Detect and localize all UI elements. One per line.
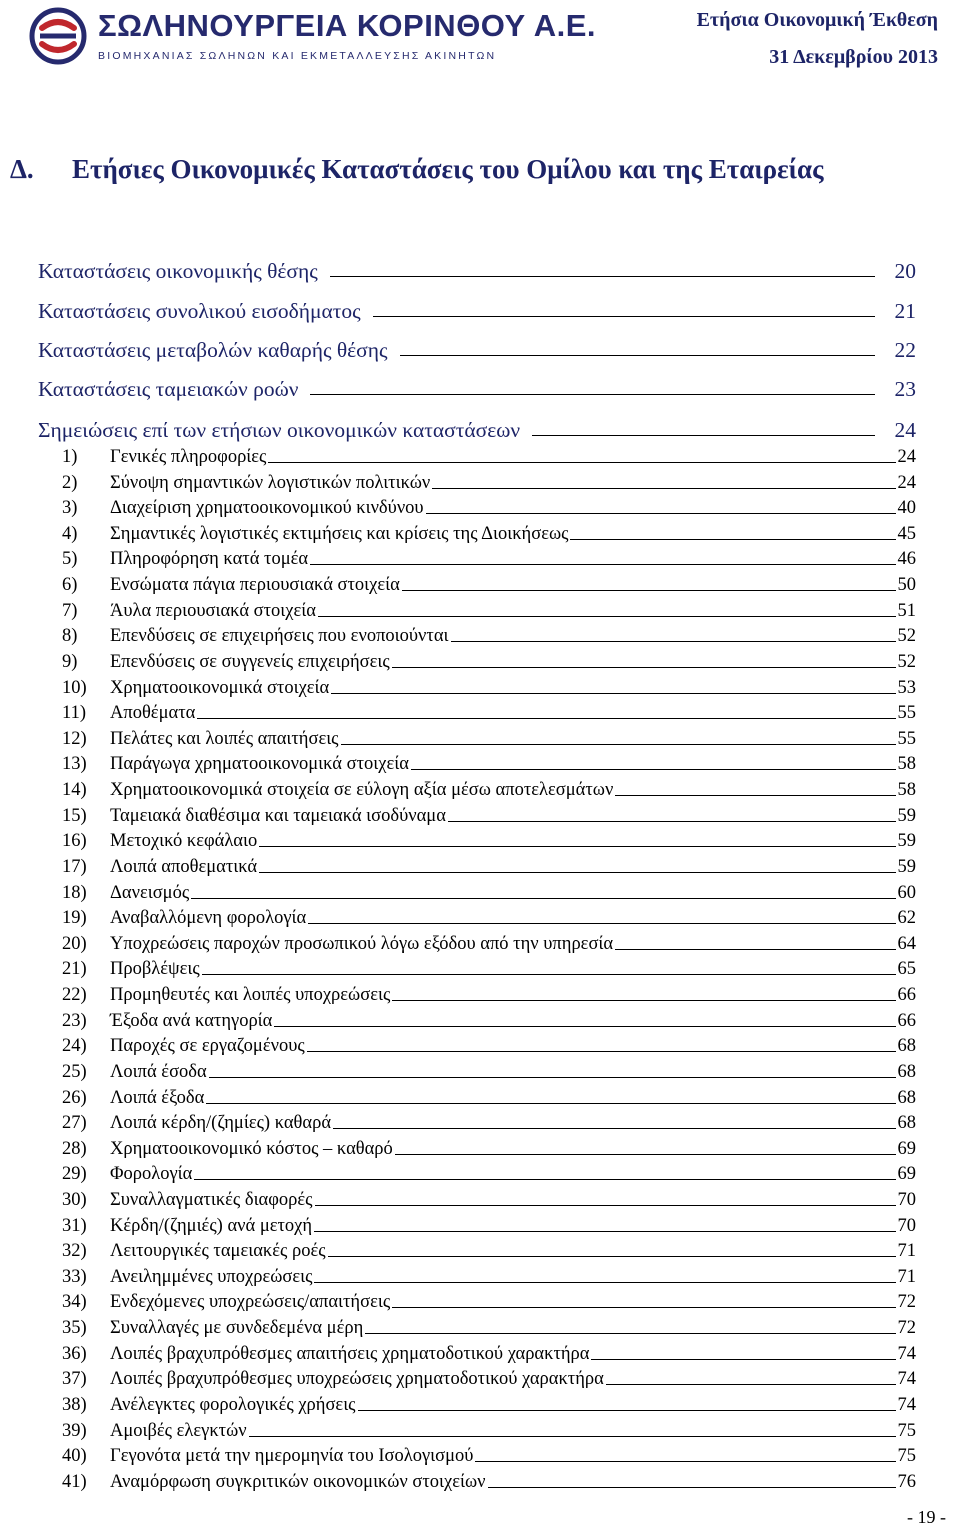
toc-note-number: 3) bbox=[62, 498, 78, 519]
toc-main-entry[interactable] bbox=[38, 248, 916, 284]
toc-note-label: Επενδύσεις σε συγγενείς επιχειρήσεις bbox=[110, 651, 390, 672]
leader-line bbox=[475, 1461, 895, 1462]
leader-line bbox=[331, 693, 895, 694]
toc-note-page: 59 bbox=[897, 831, 916, 852]
toc-note-number: 9) bbox=[62, 651, 78, 672]
toc-note-label: Ανέλεγκτες φορολογικές χρήσεις bbox=[110, 1394, 356, 1415]
toc-note-number: 30) bbox=[62, 1189, 87, 1210]
leader-line bbox=[274, 1026, 895, 1027]
toc-note-label: Έξοδα ανά κατηγορία bbox=[110, 1010, 273, 1031]
toc-note-label: Άυλα περιουσιακά στοιχεία bbox=[110, 600, 316, 621]
toc-note-entry[interactable] bbox=[38, 1007, 916, 1032]
toc-note-label: Χρηματοοικονομικά στοιχεία bbox=[110, 677, 330, 698]
toc-note-label: Λοιπά έσοδα bbox=[110, 1061, 207, 1082]
toc-note-entry[interactable] bbox=[38, 776, 916, 801]
toc-main-entry[interactable] bbox=[38, 288, 916, 324]
toc-entry-label: Καταστάσεις ταμειακών ροών bbox=[38, 377, 299, 401]
toc-note-number: 22) bbox=[62, 985, 87, 1006]
toc-entry-page: 20 bbox=[894, 259, 916, 283]
toc-note-page: 76 bbox=[897, 1471, 916, 1492]
toc-note-number: 16) bbox=[62, 831, 87, 852]
toc-note-number: 7) bbox=[62, 600, 78, 621]
toc-entry-label: Καταστάσεις συνολικού εισοδήματος bbox=[38, 299, 361, 323]
toc-note-label: Αποθέματα bbox=[110, 703, 196, 724]
toc-note-entry[interactable] bbox=[38, 750, 916, 775]
leader-line bbox=[333, 1128, 895, 1129]
leader-line bbox=[259, 846, 895, 847]
toc-note-entry[interactable] bbox=[38, 520, 916, 545]
leader-line bbox=[488, 1487, 896, 1488]
toc-note-label: Πληροφόρηση κατά τομέα bbox=[110, 549, 309, 570]
toc-note-entry[interactable] bbox=[38, 955, 916, 980]
toc-note-label: Υποχρεώσεις παροχών προσωπικού λόγω εξόδου από την υπηρεσία bbox=[110, 933, 614, 954]
leader-line bbox=[310, 564, 895, 565]
leader-line bbox=[392, 667, 896, 668]
toc-note-label: Σημαντικές λογιστικές εκτιμήσεις και κρίσεις της Διοικήσεως bbox=[110, 523, 569, 544]
toc-note-label: Συναλλαγματικές διαφορές bbox=[110, 1189, 313, 1210]
toc-note-number: 29) bbox=[62, 1164, 87, 1185]
leader-line bbox=[191, 898, 895, 899]
toc-main-entry[interactable] bbox=[38, 407, 916, 443]
leader-line bbox=[307, 1051, 896, 1052]
toc-note-page: 75 bbox=[897, 1446, 916, 1467]
section-title bbox=[10, 154, 823, 185]
leader-line bbox=[432, 488, 895, 489]
toc-note-label: Διαχείριση χρηματοοικονομικού κινδύνου bbox=[110, 498, 424, 519]
toc-note-label: Λοιπά αποθεματικά bbox=[110, 856, 258, 877]
toc-note-number: 34) bbox=[62, 1292, 87, 1313]
toc-note-number: 19) bbox=[62, 908, 87, 929]
leader-line bbox=[197, 718, 895, 719]
toc-entry-label: Καταστάσεις οικονομικής θέσης bbox=[38, 259, 318, 283]
toc-note-entry[interactable] bbox=[38, 1160, 916, 1185]
section-letter: Δ. bbox=[10, 154, 34, 184]
toc-note-number: 37) bbox=[62, 1369, 87, 1390]
toc-note-page: 65 bbox=[897, 959, 916, 980]
leader-line bbox=[615, 949, 895, 950]
toc-note-label: Χρηματοοικονομικά στοιχεία σε εύλογη αξία μέσω αποτελεσμάτων bbox=[110, 780, 614, 801]
toc-note-number: 20) bbox=[62, 933, 87, 954]
leader-line bbox=[365, 1333, 895, 1334]
leader-line bbox=[318, 616, 896, 617]
toc-note-number: 26) bbox=[62, 1087, 87, 1108]
toc-note-number: 28) bbox=[62, 1138, 87, 1159]
toc-note-number: 18) bbox=[62, 882, 87, 903]
toc-note-page: 70 bbox=[897, 1189, 916, 1210]
toc-note-page: 68 bbox=[897, 1087, 916, 1108]
toc-note-number: 5) bbox=[62, 549, 78, 570]
toc-note-number: 6) bbox=[62, 575, 78, 596]
toc-note-number: 2) bbox=[62, 472, 78, 493]
toc-note-number: 27) bbox=[62, 1113, 87, 1134]
toc-note-entry[interactable] bbox=[38, 1084, 916, 1109]
toc-note-number: 35) bbox=[62, 1318, 87, 1339]
leader-line bbox=[330, 276, 875, 277]
toc-note-page: 52 bbox=[897, 651, 916, 672]
toc-note-number: 1) bbox=[62, 447, 78, 467]
toc-entry-page: 24 bbox=[894, 418, 916, 442]
logo-mark-icon bbox=[28, 6, 88, 66]
toc-entry-page: 21 bbox=[894, 299, 916, 323]
toc-note-label: Σύνοψη σημαντικών λογιστικών πολιτικών bbox=[110, 472, 431, 493]
leader-line bbox=[341, 744, 896, 745]
toc-note-entry[interactable] bbox=[38, 904, 916, 929]
leader-line bbox=[308, 923, 895, 924]
toc-note-label: Λοιπές βραχυπρόθεσμες απαιτήσεις χρηματοδοτικού χαρακτήρα bbox=[110, 1343, 590, 1364]
leader-line bbox=[314, 1231, 895, 1232]
toc-note-page: 58 bbox=[897, 780, 916, 801]
toc-note-entry[interactable] bbox=[38, 443, 916, 468]
leader-line bbox=[194, 1179, 895, 1180]
toc-note-page: 69 bbox=[897, 1138, 916, 1159]
toc-note-label: Επενδύσεις σε επιχειρήσεις που ενοποιούνται bbox=[110, 626, 449, 647]
toc-note-entry[interactable] bbox=[38, 1237, 916, 1262]
toc-note-page: 66 bbox=[897, 1010, 916, 1031]
leader-line bbox=[259, 872, 895, 873]
toc-entry-label: Σημειώσεις επί των ετήσιων οικονομικών καταστάσεων bbox=[38, 418, 521, 442]
toc-entry-page: 23 bbox=[894, 377, 916, 401]
toc-note-page: 50 bbox=[897, 575, 916, 596]
toc-note-label: Δανεισμός bbox=[110, 882, 190, 903]
toc-note-label: Λοιπά έξοδα bbox=[110, 1087, 205, 1108]
toc-note-number: 15) bbox=[62, 805, 87, 826]
company-logo bbox=[28, 4, 596, 68]
toc-note-page: 62 bbox=[897, 908, 916, 929]
leader-line bbox=[268, 462, 895, 463]
toc-note-page: 52 bbox=[897, 626, 916, 647]
toc-note-page: 68 bbox=[897, 1036, 916, 1057]
company-name: ΣΩΛΗΝΟΥΡΓΕΙΑ ΚΟΡΙΝΘΟΥ Α.Ε. bbox=[98, 8, 596, 43]
leader-line bbox=[209, 1077, 896, 1078]
toc-note-page: 53 bbox=[897, 677, 916, 698]
toc-note-label: Ενσώματα πάγια περιουσιακά στοιχεία bbox=[110, 575, 400, 596]
leader-line bbox=[426, 513, 896, 514]
toc-note-page: 55 bbox=[897, 728, 916, 749]
toc-entry-page: 22 bbox=[894, 338, 916, 362]
leader-line bbox=[392, 1307, 895, 1308]
page-number: - 19 - bbox=[907, 1507, 946, 1527]
toc-note-number: 21) bbox=[62, 959, 87, 980]
report-date: 31 Δεκεμβρίου 2013 bbox=[769, 46, 938, 68]
toc-note-number: 14) bbox=[62, 780, 87, 801]
toc-note-label: Αμοιβές ελεγκτών bbox=[110, 1420, 247, 1441]
toc-note-number: 24) bbox=[62, 1036, 87, 1057]
toc-note-entry[interactable] bbox=[38, 494, 916, 519]
toc-note-entry[interactable] bbox=[38, 597, 916, 622]
toc-note-entry[interactable] bbox=[38, 879, 916, 904]
toc-note-label: Συναλλαγές με συνδεδεμένα μέρη bbox=[110, 1318, 364, 1339]
leader-line bbox=[448, 821, 896, 822]
toc-note-entry[interactable] bbox=[38, 1186, 916, 1211]
toc-note-page: 64 bbox=[897, 933, 916, 954]
toc-note-page: 51 bbox=[897, 600, 916, 621]
leader-line bbox=[591, 1359, 895, 1360]
toc-note-label: Μετοχικό κεφάλαιο bbox=[110, 831, 258, 852]
toc-note-label: Ενδεχόμενες υποχρεώσεις/απαιτήσεις bbox=[110, 1292, 391, 1313]
toc-note-entry[interactable] bbox=[38, 674, 916, 699]
toc-note-entry[interactable] bbox=[38, 1468, 916, 1493]
toc-note-entry[interactable] bbox=[38, 545, 916, 570]
toc-note-entry[interactable] bbox=[38, 1391, 916, 1416]
toc-note-page: 55 bbox=[897, 703, 916, 724]
toc-note-number: 11) bbox=[62, 703, 86, 724]
toc-note-label: Παροχές σε εργαζομένους bbox=[110, 1036, 305, 1057]
toc-note-label: Ανειλημμένες υποχρεώσεις bbox=[110, 1266, 313, 1287]
toc-note-entry[interactable] bbox=[38, 802, 916, 827]
toc-note-page: 66 bbox=[897, 985, 916, 1006]
toc-note-entry[interactable] bbox=[38, 1417, 916, 1442]
toc-entry-label: Καταστάσεις μεταβολών καθαρής θέσης bbox=[38, 338, 388, 362]
toc-note-entry[interactable] bbox=[38, 1340, 916, 1365]
toc-note-label: Φορολογία bbox=[110, 1164, 193, 1185]
leader-line bbox=[570, 539, 895, 540]
toc-note-page: 40 bbox=[897, 498, 916, 519]
toc-note-page: 69 bbox=[897, 1164, 916, 1185]
toc-note-number: 38) bbox=[62, 1394, 87, 1415]
toc-note-page: 68 bbox=[897, 1061, 916, 1082]
report-title: Ετήσια Οικονομική Έκθεση bbox=[696, 9, 938, 31]
toc-note-entry[interactable] bbox=[38, 571, 916, 596]
toc-note-entry[interactable] bbox=[38, 853, 916, 878]
leader-line bbox=[314, 1282, 895, 1283]
toc-note-number: 17) bbox=[62, 856, 87, 877]
toc-note-label: Αναβαλλόμενη φορολογία bbox=[110, 908, 307, 929]
toc-note-entry[interactable] bbox=[38, 699, 916, 724]
leader-line bbox=[358, 1410, 896, 1411]
toc-note-entry[interactable] bbox=[38, 981, 916, 1006]
toc-note-label: Πελάτες και λοιπές απαιτήσεις bbox=[110, 728, 339, 749]
leader-line bbox=[249, 1436, 896, 1437]
toc-note-entry[interactable] bbox=[38, 725, 916, 750]
toc-note-label: Λειτουργικές ταμειακές ροές bbox=[110, 1241, 326, 1262]
toc-note-entry[interactable] bbox=[38, 1032, 916, 1057]
toc-note-number: 31) bbox=[62, 1215, 87, 1236]
toc-note-number: 10) bbox=[62, 677, 87, 698]
toc-note-entry[interactable] bbox=[38, 1058, 916, 1083]
toc-note-page: 70 bbox=[897, 1215, 916, 1236]
leader-line bbox=[451, 641, 896, 642]
toc-note-label: Γενικές πληροφορίες bbox=[110, 447, 267, 467]
leader-line bbox=[328, 1256, 896, 1257]
toc-note-page: 74 bbox=[897, 1394, 916, 1415]
toc-main-entry[interactable] bbox=[38, 327, 916, 363]
toc-note-page: 74 bbox=[897, 1343, 916, 1364]
toc-note-entry[interactable] bbox=[38, 1135, 916, 1160]
toc-note-entry[interactable] bbox=[38, 469, 916, 494]
toc-note-entry[interactable] bbox=[38, 622, 916, 647]
toc-note-number: 23) bbox=[62, 1010, 87, 1031]
toc-note-entry[interactable] bbox=[38, 1314, 916, 1339]
toc-note-label: Αναμόρφωση συγκριτικών οικονομικών στοιχείων bbox=[110, 1471, 486, 1492]
leader-line bbox=[615, 795, 895, 796]
toc-note-label: Παράγωγα χρηματοοικονομικά στοιχεία bbox=[110, 754, 409, 775]
toc-note-entry[interactable] bbox=[38, 1212, 916, 1237]
toc-note-label: Προβλέψεις bbox=[110, 959, 200, 980]
toc-note-page: 60 bbox=[897, 882, 916, 903]
toc-note-page: 59 bbox=[897, 856, 916, 877]
leader-line bbox=[606, 1384, 896, 1385]
company-subtitle: ΒΙΟΜΗΧΑΝΙΑΣ ΣΩΛΗΝΩΝ ΚΑΙ ΕΚΜΕΤΑΛΛΕΥΣΗΣ ΑΚΙΝΗΤΩΝ bbox=[98, 50, 497, 62]
toc-note-page: 58 bbox=[897, 754, 916, 775]
toc-note-number: 4) bbox=[62, 523, 78, 544]
toc-note-page: 72 bbox=[897, 1292, 916, 1313]
toc-note-entry[interactable] bbox=[38, 1109, 916, 1134]
leader-line bbox=[315, 1205, 896, 1206]
toc-note-number: 33) bbox=[62, 1266, 87, 1287]
toc-note-page: 71 bbox=[897, 1241, 916, 1262]
toc-note-page: 24 bbox=[897, 472, 916, 493]
leader-line bbox=[395, 1154, 896, 1155]
leader-line bbox=[310, 394, 874, 395]
toc-note-label: Λοιπά κέρδη/(ζημίες) καθαρά bbox=[110, 1113, 332, 1134]
toc-note-label: Κέρδη/(ζημιές) ανά μετοχή bbox=[110, 1215, 313, 1236]
leader-line bbox=[206, 1103, 895, 1104]
toc-note-number: 41) bbox=[62, 1471, 87, 1492]
toc-note-entry[interactable] bbox=[38, 1365, 916, 1390]
leader-line bbox=[411, 769, 896, 770]
toc-note-page: 71 bbox=[897, 1266, 916, 1287]
toc-note-entry[interactable] bbox=[38, 1263, 916, 1288]
toc-note-label: Χρηματοοικονομικό κόστος – καθαρό bbox=[110, 1138, 393, 1159]
toc-note-label: Γεγονότα μετά την ημερομηνία του Ισολογισμού bbox=[110, 1446, 474, 1467]
toc-note-label: Ταμειακά διαθέσιμα και ταμειακά ισοδύναμα bbox=[110, 805, 446, 826]
toc-note-entry[interactable] bbox=[38, 827, 916, 852]
toc-note-label: Λοιπές βραχυπρόθεσμες υποχρεώσεις χρηματοδοτικού χαρακτήρα bbox=[110, 1369, 604, 1390]
leader-line bbox=[373, 316, 875, 317]
toc-note-number: 13) bbox=[62, 754, 87, 775]
toc-note-page: 24 bbox=[897, 447, 916, 467]
toc-note-entry[interactable] bbox=[38, 930, 916, 955]
toc-note-page: 59 bbox=[897, 805, 916, 826]
toc-note-number: 8) bbox=[62, 626, 78, 647]
toc-note-entry[interactable] bbox=[38, 1442, 916, 1467]
toc-note-page: 68 bbox=[897, 1113, 916, 1134]
toc-note-page: 75 bbox=[897, 1420, 916, 1441]
toc-main-entry[interactable] bbox=[38, 366, 916, 402]
toc-note-number: 36) bbox=[62, 1343, 87, 1364]
toc-note-number: 39) bbox=[62, 1420, 87, 1441]
toc-note-page: 74 bbox=[897, 1369, 916, 1390]
toc-note-label: Προμηθευτές και λοιπές υποχρεώσεις bbox=[110, 985, 391, 1006]
toc-note-entry[interactable] bbox=[38, 648, 916, 673]
toc-note-number: 12) bbox=[62, 728, 87, 749]
leader-line bbox=[402, 590, 896, 591]
toc-note-number: 32) bbox=[62, 1241, 87, 1262]
section-title-text: Ετήσιες Οικονομικές Καταστάσεις του Ομίλου και της Εταιρείας bbox=[72, 154, 824, 184]
toc-note-page: 46 bbox=[897, 549, 916, 570]
toc-note-number: 40) bbox=[62, 1446, 87, 1467]
toc-note-number: 25) bbox=[62, 1061, 87, 1082]
leader-line bbox=[392, 1000, 895, 1001]
leader-line bbox=[532, 435, 874, 436]
leader-line bbox=[400, 355, 875, 356]
toc-note-entry[interactable] bbox=[38, 1288, 916, 1313]
toc-note-page: 45 bbox=[897, 523, 916, 544]
leader-line bbox=[202, 974, 896, 975]
toc-note-page: 72 bbox=[897, 1318, 916, 1339]
